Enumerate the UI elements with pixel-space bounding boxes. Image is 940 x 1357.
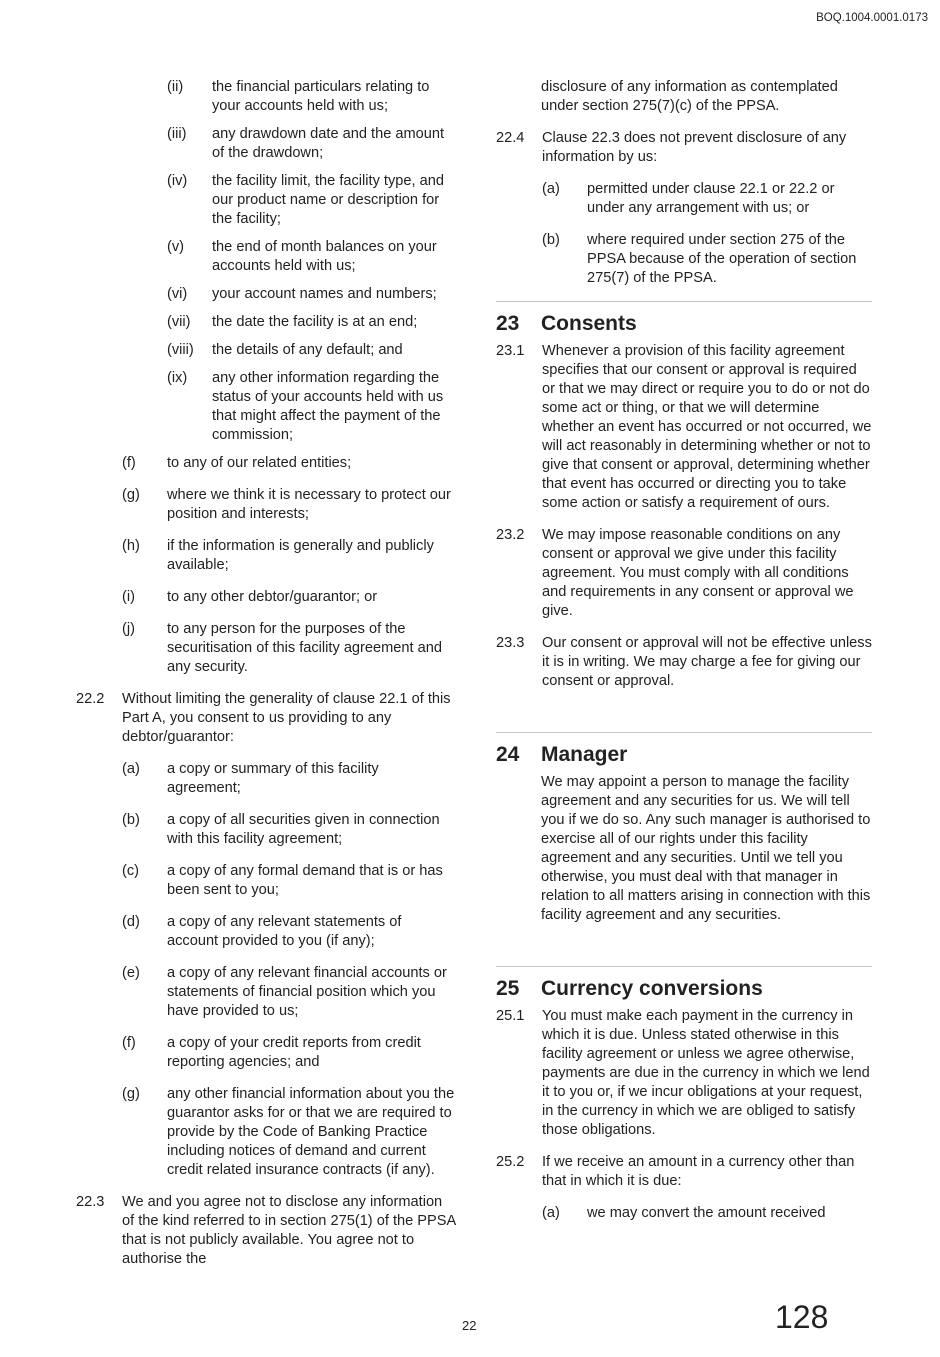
list-item: (d) a copy of any relevant statements of account provided to you (if any);	[122, 914, 402, 949]
list-item: (viii) the details of any default; and	[167, 342, 403, 358]
list-item: (e) a copy of any relevant financial accounts or statements of financial position which you have provided to us;	[122, 965, 447, 1019]
clause-22-3: 22.3 We and you agree not to disclose any information of the kind referred to in section 275(1) of the PPSA that is not publicly available. You agree not to authorise the	[76, 1194, 456, 1267]
section-heading-consents: 23 Consents	[496, 312, 637, 335]
list-item: (iv) the facility limit, the facility type, and our product name or description for the facility;	[167, 173, 444, 227]
right-column	[496, 78, 872, 1236]
list-item: (a) a copy or summary of this facility agreement;	[122, 761, 379, 796]
list-item: (b) a copy of all securities given in connection with this facility agreement;	[122, 812, 440, 847]
list-item: (iii) any drawdown date and the amount of the drawdown;	[167, 126, 445, 161]
section-divider	[496, 966, 872, 967]
clause-23-1: 23.1 Whenever a provision of this facility agreement specifies that our consent or approval is required or that we may direct or require you to do or not do some act or thing, or that we will determine whether an event has occurred or not occurred, we will act reasonably in determining whether or not to give that consent or approval, determining whether that event has occurred or directing you to take some action or satisfy a requirement of ours.	[496, 343, 872, 511]
section-heading-manager: 24 Manager	[496, 743, 628, 766]
list-item: (c) a copy of any formal demand that is or has been sent to you;	[122, 863, 443, 898]
clause-23-2: 23.2 We may impose reasonable conditions on any consent or approval we give under this facility agreement. You must comply with all conditions and requirements in any consent or approval we give.	[496, 527, 854, 619]
clause-25-1: 25.1 You must make each payment in the currency in which it is due. Unless stated otherwise in this facility agreement or unless we agree otherwise, payments are due in the currency in which we lend it to you or, if we incur obligations at your request, in the currency in which we are obliged to satisfy those obligations.	[496, 1008, 870, 1138]
section-divider	[496, 732, 872, 733]
list-item: (i) to any other debtor/guarantor; or	[122, 589, 378, 605]
section-heading-currency-conversions: 25 Currency conversions	[496, 977, 763, 1000]
page-number: 22	[462, 1318, 477, 1333]
list-item: (g) where we think it is necessary to protect our position and interests;	[122, 487, 451, 522]
list-item: (g) any other financial information about you the guarantor asks for or that we are required to provide by the Code of Banking Practice including notices of demand and current credit related insurance contracts (if any).	[122, 1086, 455, 1178]
clause-23-3: 23.3 Our consent or approval will not be effective unless it is in writing. We may charge a fee for giving our consent or approval.	[496, 635, 872, 689]
list-item: (a) we may convert the amount received	[542, 1205, 826, 1221]
clause-22-2: 22.2 Without limiting the generality of clause 22.1 of this Part A, you consent to us providing to any debtor/guarantor:	[76, 691, 451, 745]
left-column	[76, 78, 456, 1282]
list-item: (j) to any person for the purposes of the securitisation of this facility agreement and any security.	[122, 621, 442, 675]
continued-paragraph: disclosure of any information as contemplated under section 275(7)(c) of the PPSA.	[541, 79, 838, 114]
clause-22-4: 22.4 Clause 22.3 does not prevent disclosure of any information by us:	[496, 130, 847, 165]
list-item: (h) if the information is generally and publicly available;	[122, 538, 434, 573]
list-item: (b) where required under section 275 of the PPSA because of the operation of section 275(7) of the PPSA.	[542, 232, 857, 286]
list-item: (ix) any other information regarding the status of your accounts held with us that might affect the payment of the commission;	[167, 370, 444, 443]
document-id: BOQ.1004.0001.0173	[816, 12, 928, 24]
list-item: (vii) the date the facility is at an end;	[167, 314, 418, 330]
list-item: (vi) your account names and numbers;	[167, 286, 437, 302]
clause-25-2: 25.2 If we receive an amount in a currency other than that in which it is due:	[496, 1154, 855, 1189]
list-item: (f) to any of our related entities;	[122, 455, 352, 471]
document-stamp-number: 128	[775, 1299, 829, 1335]
list-item: (v) the end of month balances on your accounts held with us;	[167, 239, 437, 274]
list-item: (ii) the financial particulars relating to your accounts held with us;	[167, 79, 430, 114]
list-item: (f) a copy of your credit reports from credit reporting agencies; and	[122, 1035, 421, 1070]
list-item: (a) permitted under clause 22.1 or 22.2 or under any arrangement with us; or	[542, 181, 835, 216]
section-divider	[496, 301, 872, 302]
section-24-text: We may appoint a person to manage the facility agreement and any securities for us. We will tell you if we do so. Any such manager is authorised to exercise all of our rights under this facility agreement and any securities. Until we tell you otherwise, you must deal with that manager in relation to all matters arising in connection with this facility agreement and any securities.	[541, 774, 871, 923]
